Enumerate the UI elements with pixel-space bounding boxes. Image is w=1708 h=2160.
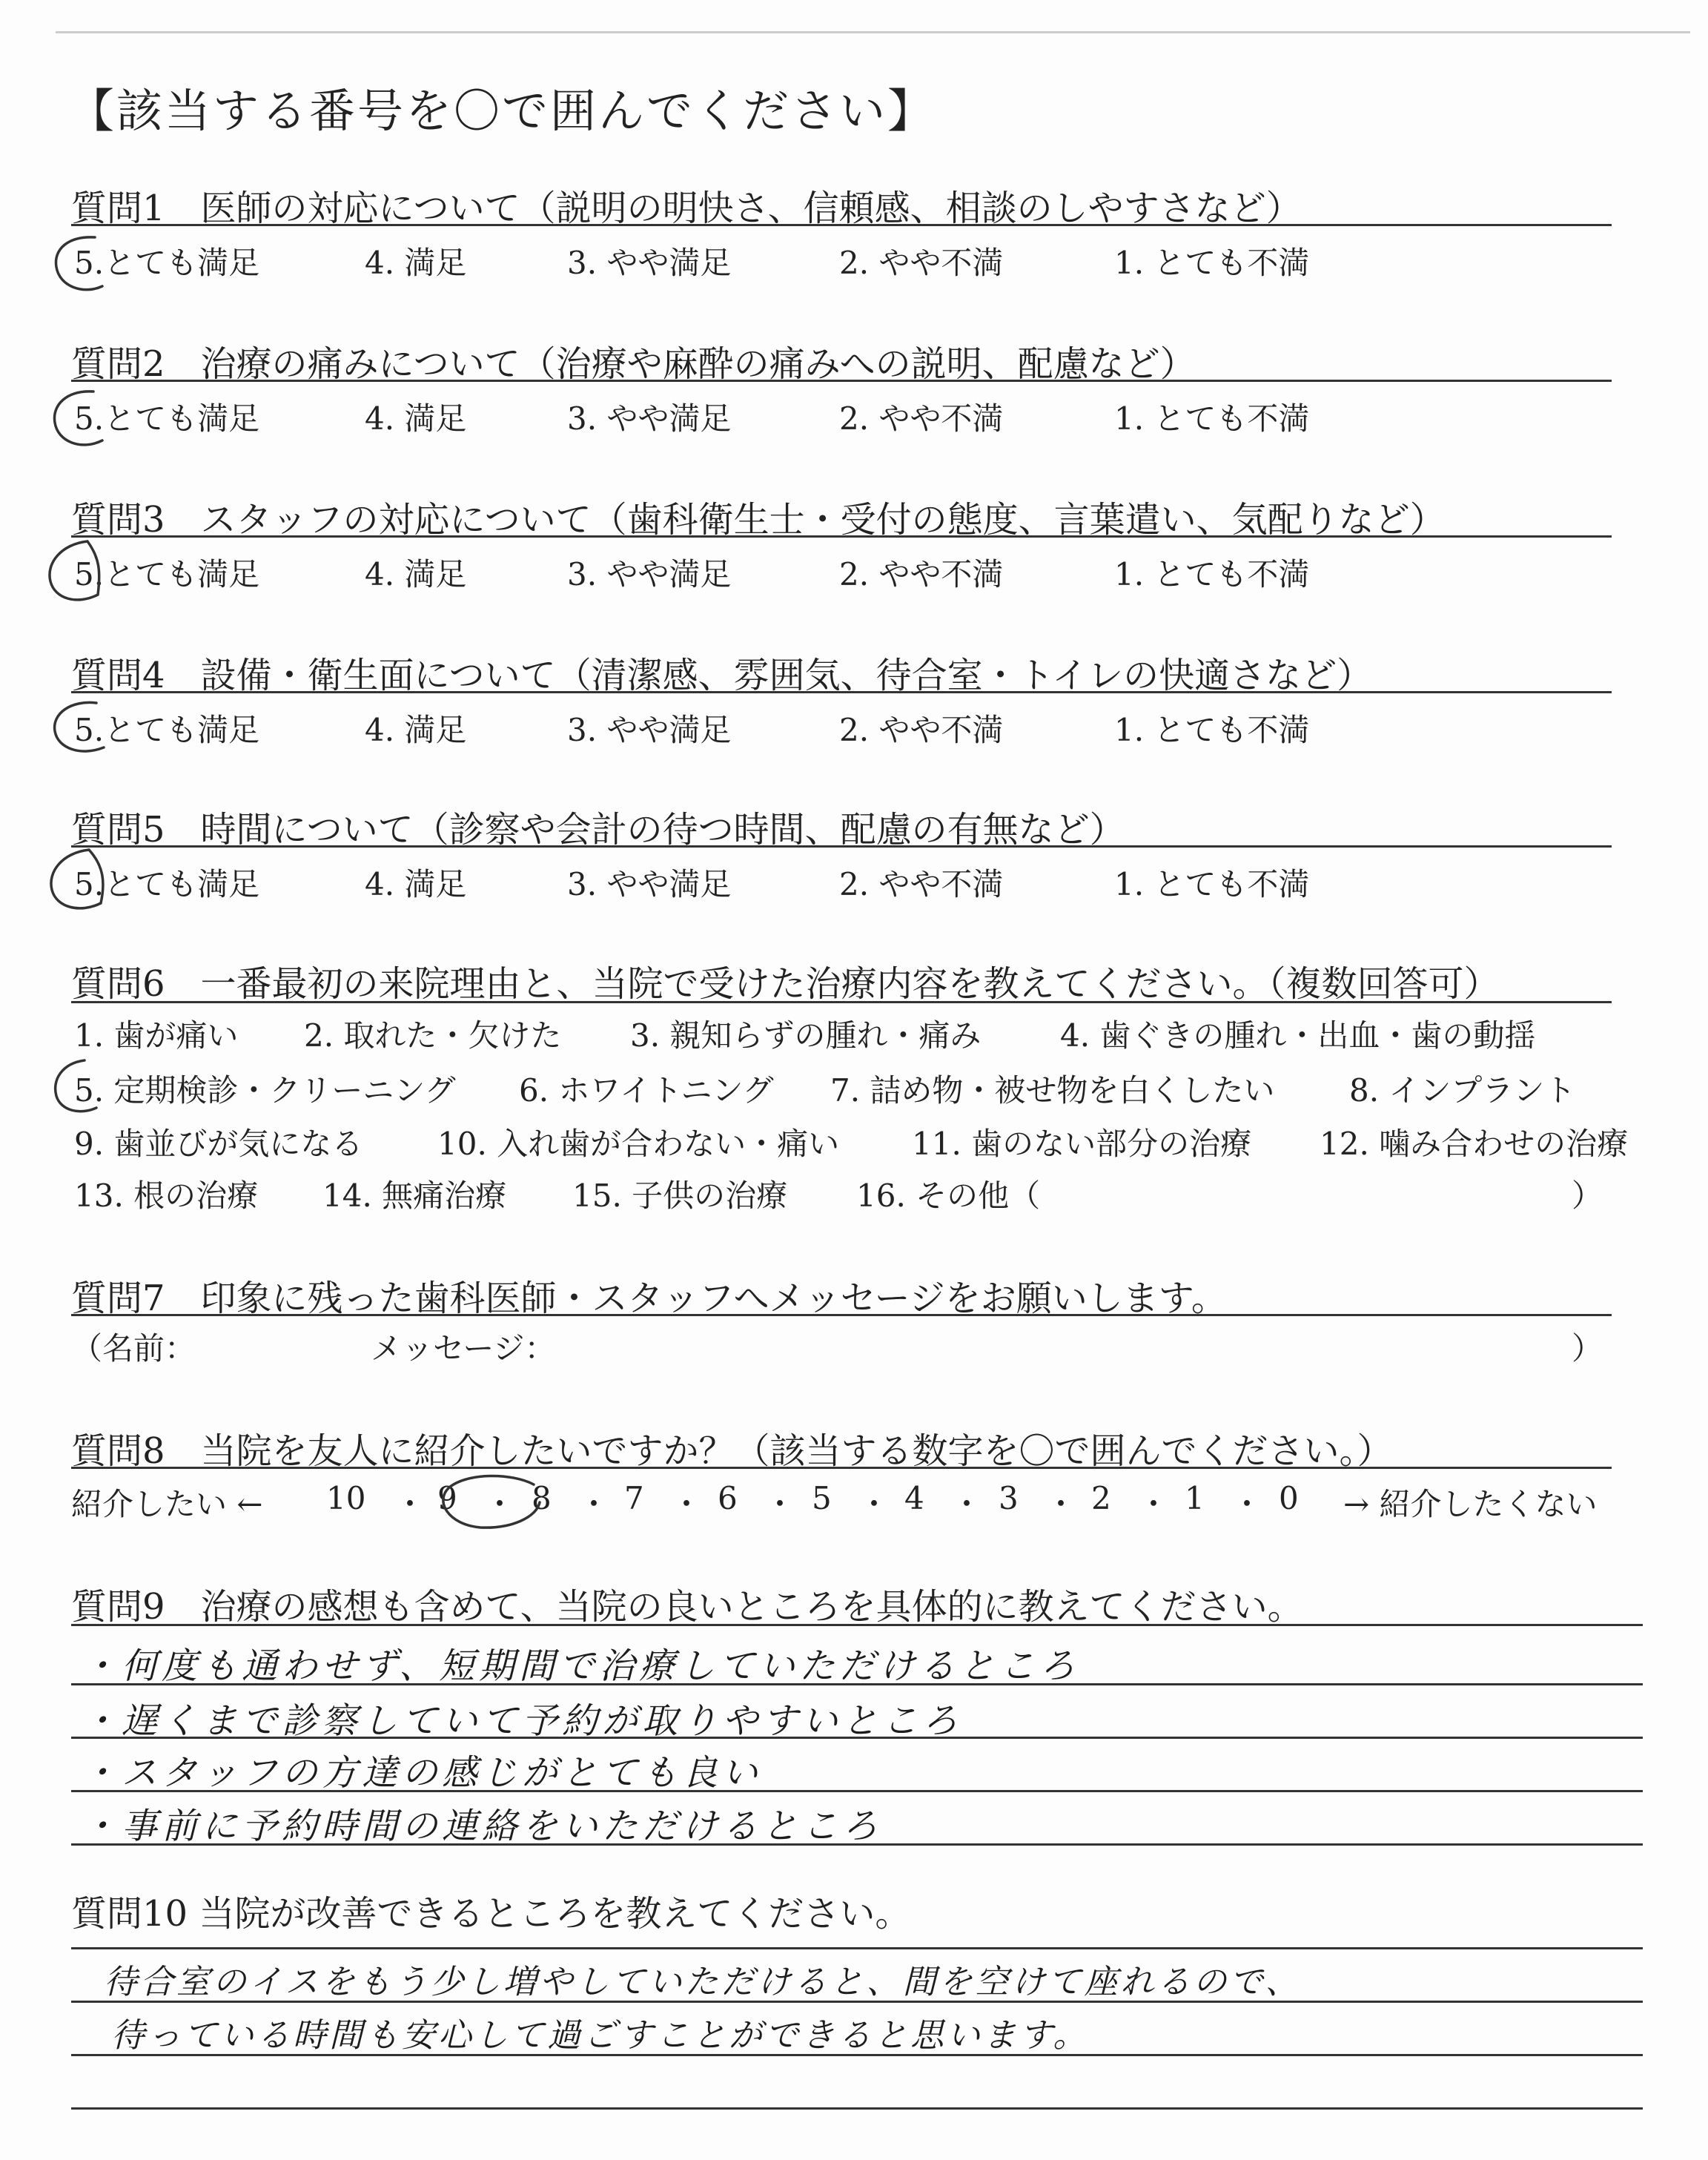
q8-right-label: → 紹介したくない: [1343, 1486, 1598, 1522]
q3-option-1[interactable]: 1. とても不満: [1114, 556, 1310, 592]
q8-scale-7[interactable]: 7: [624, 1480, 644, 1516]
q6-option-10[interactable]: 10. 入れ歯が合わない・痛い: [437, 1126, 840, 1162]
q8-dot: ・: [1045, 1486, 1077, 1522]
q8-dot: ・: [578, 1486, 610, 1522]
question-5-title: 質問5 時間について（診察や会計の待つ時間、配慮の有無など）: [71, 809, 1125, 851]
q6-option-8[interactable]: 8. インプラント: [1349, 1072, 1576, 1109]
q2-option-1[interactable]: 1. とても不満: [1114, 400, 1310, 437]
question-5-rule: [71, 845, 1612, 848]
question-6-rule: [71, 1001, 1612, 1003]
q9-answer-4: ・事前に予約時間の連絡をいただけるところ: [82, 1806, 883, 1847]
q2-option-2[interactable]: 2. やや不満: [839, 400, 1004, 437]
question-7-title: 質問7 印象に残った歯科医師・スタッフへメッセージをお願いします。: [71, 1278, 1227, 1319]
q2-option-3[interactable]: 3. やや満足: [567, 400, 732, 437]
question-1-title: 質問1 医師の対応について（説明の明快さ、信頼感、相談のしやすさなど）: [71, 188, 1302, 229]
q8-scale-9[interactable]: 9: [437, 1480, 457, 1516]
q5-option-3[interactable]: 3. やや満足: [567, 866, 732, 902]
q5-option-4[interactable]: 4. 満足: [365, 866, 467, 902]
q9-answer-1: ・何度も通わせず、短期間で治療していただけるところ: [82, 1645, 1080, 1687]
q8-scale-6[interactable]: 6: [718, 1480, 738, 1516]
q1-option-5[interactable]: 5.とても満足: [74, 245, 260, 281]
q10-answer-1: 待合室のイスをもう少し増やしていただけると、間を空けて座れるので、: [104, 1962, 1302, 2001]
q6-option-9[interactable]: 9. 歯並びが気になる: [74, 1126, 363, 1162]
q6-option-16[interactable]: 16. その他（: [856, 1178, 1041, 1214]
question-6-title: 質問6 一番最初の来院理由と、当院で受けた治療内容を教えてください。（複数回答可）: [71, 963, 1500, 1005]
question-2-title: 質問2 治療の痛みについて（治療や麻酔の痛みへの説明、配慮など）: [71, 343, 1196, 385]
q5-option-2[interactable]: 2. やや不満: [839, 866, 1004, 902]
q8-scale-0[interactable]: 0: [1279, 1480, 1299, 1516]
q3-option-5[interactable]: 5.とても満足: [74, 556, 260, 592]
q8-dot: ・: [394, 1486, 426, 1522]
q9-answer-2: ・遅くまで診察していて予約が取りやすいところ: [82, 1700, 963, 1742]
q6-option-4[interactable]: 4. 歯ぐきの腫れ・出血・歯の動揺: [1060, 1017, 1536, 1054]
q4-option-5[interactable]: 5.とても満足: [74, 712, 260, 748]
instruction-heading: 【該当する番号を〇で囲んでください】: [68, 84, 936, 138]
q6-other-close-paren: ）: [1572, 1178, 1603, 1214]
q6-option-11[interactable]: 11. 歯のない部分の治療: [912, 1126, 1252, 1162]
q8-dot: ・: [951, 1486, 983, 1522]
q6-option-6[interactable]: 6. ホワイトニング: [519, 1072, 774, 1109]
q8-dot: ・: [1231, 1486, 1263, 1522]
question-10-rule-1: [71, 1947, 1643, 1949]
q8-scale-8[interactable]: 8: [532, 1480, 552, 1516]
q8-dot: ・: [764, 1486, 796, 1522]
q1-option-2[interactable]: 2. やや不満: [839, 245, 1004, 281]
q6-option-1[interactable]: 1. 歯が痛い: [74, 1017, 239, 1054]
q8-scale-5[interactable]: 5: [812, 1480, 832, 1516]
q8-left-label: 紹介したい ←: [71, 1486, 263, 1522]
q2-option-5[interactable]: 5.とても満足: [74, 400, 260, 437]
question-9-title: 質問9 治療の感想も含めて、当院の良いところを具体的に教えてください。: [71, 1586, 1303, 1628]
q8-scale-4[interactable]: 4: [904, 1480, 924, 1516]
q3-option-3[interactable]: 3. やや満足: [567, 556, 732, 592]
q8-scale-2[interactable]: 2: [1091, 1480, 1111, 1516]
q8-scale-10[interactable]: 10: [326, 1480, 366, 1516]
q6-option-5[interactable]: 5. 定期検診・クリーニング: [74, 1072, 456, 1109]
q8-dot: ・: [1138, 1486, 1170, 1522]
q6-option-2[interactable]: 2. 取れた・欠けた: [304, 1017, 562, 1054]
q6-option-13[interactable]: 13. 根の治療: [74, 1178, 259, 1214]
q4-option-2[interactable]: 2. やや不満: [839, 712, 1004, 748]
q1-option-1[interactable]: 1. とても不満: [1114, 245, 1310, 281]
question-3-title: 質問3 スタッフの対応について（歯科衛生士・受付の態度、言葉遣い、気配りなど）: [71, 499, 1446, 541]
q8-dot: ・: [671, 1486, 703, 1522]
question-8-rule: [71, 1467, 1612, 1469]
q8-dot: ・: [858, 1486, 890, 1522]
q8-scale-1[interactable]: 1: [1185, 1480, 1205, 1516]
q6-option-3[interactable]: 3. 親知らずの腫れ・痛み: [630, 1017, 982, 1054]
q4-option-4[interactable]: 4. 満足: [365, 712, 467, 748]
top-edge-line: [56, 31, 1690, 33]
q10-answer-2: 待っている時間も安心して過ごすことができると思います。: [111, 2015, 1090, 2055]
q6-option-12[interactable]: 12. 噛み合わせの治療: [1320, 1126, 1629, 1162]
q9-answer-3: ・スタッフの方達の感じがとても良い: [82, 1752, 763, 1794]
question-2-rule: [71, 380, 1612, 382]
q7-name-label: （名前：: [71, 1330, 196, 1367]
q8-scale-3[interactable]: 3: [999, 1480, 1019, 1516]
question-4-title: 質問4 設備・衛生面について（清潔感、雰囲気、待合室・トイレの快適さなど）: [71, 655, 1373, 696]
q8-dot: ・: [484, 1486, 516, 1522]
q1-option-3[interactable]: 3. やや満足: [567, 245, 732, 281]
question-4-rule: [71, 691, 1612, 693]
q1-option-4[interactable]: 4. 満足: [365, 245, 467, 281]
question-9-rule-1: [71, 1624, 1643, 1626]
q6-option-7[interactable]: 7. 詰め物・被せ物を白くしたい: [830, 1072, 1275, 1109]
q6-option-14[interactable]: 14. 無痛治療: [322, 1178, 507, 1214]
question-10-rule-4: [71, 2107, 1643, 2110]
question-7-rule: [71, 1314, 1612, 1316]
q3-option-2[interactable]: 2. やや不満: [839, 556, 1004, 592]
question-10-title: 質問10 当院が改善できるところを教えてください。: [71, 1893, 911, 1935]
q5-option-5[interactable]: 5.とても満足: [74, 866, 260, 902]
q7-close-paren: ）: [1572, 1330, 1603, 1367]
question-8-title: 質問8 当院を友人に紹介したいですか？（該当する数字を〇で囲んでください。）: [71, 1430, 1393, 1472]
q4-option-1[interactable]: 1. とても不満: [1114, 712, 1310, 748]
q7-message-label: メッセージ：: [371, 1330, 556, 1367]
q4-option-3[interactable]: 3. やや満足: [567, 712, 732, 748]
q5-option-1[interactable]: 1. とても不満: [1114, 866, 1310, 902]
question-3-rule: [71, 535, 1612, 538]
q2-option-4[interactable]: 4. 満足: [365, 400, 467, 437]
question-1-rule: [71, 224, 1612, 226]
q6-option-15[interactable]: 15. 子供の治療: [572, 1178, 788, 1214]
q3-option-4[interactable]: 4. 満足: [365, 556, 467, 592]
